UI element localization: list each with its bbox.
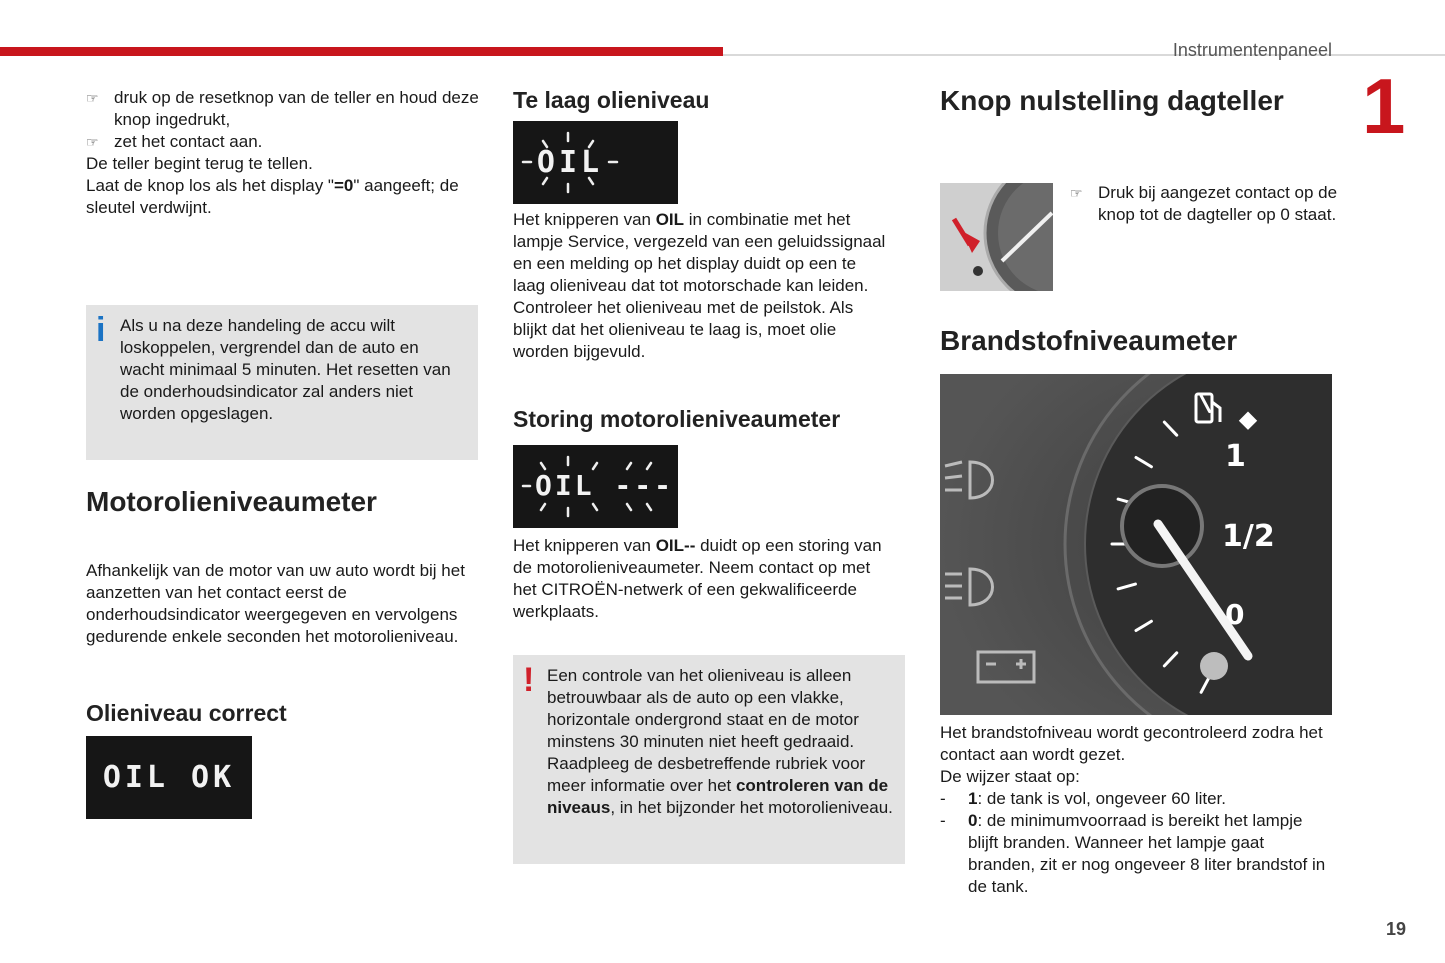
reset-step: ☞ Druk bij aangezet contact op de knop tot de dagteller op 0 staat. [1070,183,1338,224]
fuel-gauge-title: Brandstofniveaumeter [940,325,1238,356]
info-text: Als u na deze handeling de accu wilt loskoppelen, vergrendel dan de auto en wacht minimaal 5 minuten. Het resetten van de onderhoudsindicator zal anders niet worden opgeslagen. [120,316,451,423]
reset-button-photo [940,183,1053,291]
low-oil-display: OIL [513,121,678,204]
warning-text: Een controle van het olieniveau is alleen betrouwbaar als de auto op een vlakke, horizontale ondergrond staat en de motor minstens 30 minuten niet heeft gedraaid. Raadpleeg de desbetreffende rubriek voor meer informatie over het controleren van de niveaus, in het bijzonder het motorolieniveau. [547,666,893,817]
fuel-text: Het brandstofniveau wordt gecontroleerd zodra het contact aan wordt gezet. De wijzer staat op: - 1: de tank is vol, ongeveer 60 liter. - 0: de minimumvoorraad is bereikt het lampje blijft branden. Wanneer het lampje gaat branden, zit er nog ongeveer 8 liter brandstof in de tank. [940,722,1335,898]
header-grey-line [723,54,1445,56]
pointer-icon: ☞ [86,134,99,150]
reset-button-title: Knop nulstelling dagteller [940,85,1284,116]
header-red-bar [0,47,723,56]
pivot-light-icon [1200,652,1228,680]
step-item: ☞ druk op de resetknop van de teller en houd deze knop ingedrukt, [86,88,479,129]
step-item: ☞ zet het contact aan. [86,132,263,151]
cluster-reset-icon [940,183,1053,291]
section-title: Instrumentenpaneel [1172,40,1332,60]
oil-ok-display: OIL OK [86,736,252,819]
reset-steps [86,87,481,219]
fault-display: OIL --- [513,445,678,528]
gauge-label-full: 1 [1225,439,1246,474]
chapter-number: 1 [1362,62,1406,150]
fuel-gauge-photo [940,374,1332,715]
low-oil-text: Het knipperen van OIL in combinatie met het lampje Service, vergezeld van een geluidssignaal en een melding op het display duidt op een te laag olieniveau dat tot motorschade kan leiden. Controleer het olieniveau met de peilstok. Als blijkt dat het olieniveau te laag is, moet olie worden bijgevuld. [513,210,886,361]
paragraph: De teller begint terug te tellen. [86,154,313,173]
list-item: - 1: de tank is vol, ongeveer 60 liter. [940,789,1227,808]
pointer-icon: ☞ [1070,185,1083,201]
gauge-label-half: 1/2 [1222,519,1275,554]
warning-box [513,655,905,864]
oil-ok-title: Olieniveau correct [86,700,287,726]
fault-text: Het knipperen van OIL-- duidt op een storing van de motorolieniveaumeter. Neem contact op met het CITROËN-netwerk of een gekwalificeerde werkplaats. [513,536,882,621]
pointer-icon: ☞ [86,90,99,106]
oil-gauge-title: Motorolieniveaumeter [86,486,377,517]
oil-gauge-text: Afhankelijk van de motor van uw auto wordt bij het aanzetten van het contact eerst de onderhoudsindicator weergegeven en vervolgens gedurende enkele seconden het motorolieniveau. [86,561,465,646]
fault-title: Storing motorolieniveaumeter [513,406,841,432]
low-oil-title: Te laag olieniveau [513,87,710,113]
info-icon: i [96,311,106,349]
info-box [86,305,478,460]
fuel-gauge [940,374,1332,715]
paragraph: Laat de knop los als het display "=0" aangeeft; de sleutel verdwijnt. [86,176,459,217]
page-number: 19 [1385,919,1406,939]
gauge-label-empty: 0 [1225,598,1245,631]
warning-icon: ! [523,661,535,699]
list-item: - 0: de minimumvoorraad is bereikt het lampje blijft branden. Wanneer het lampje gaat branden, zit er nog ongeveer 8 liter brandstof in de tank. [940,811,1326,896]
